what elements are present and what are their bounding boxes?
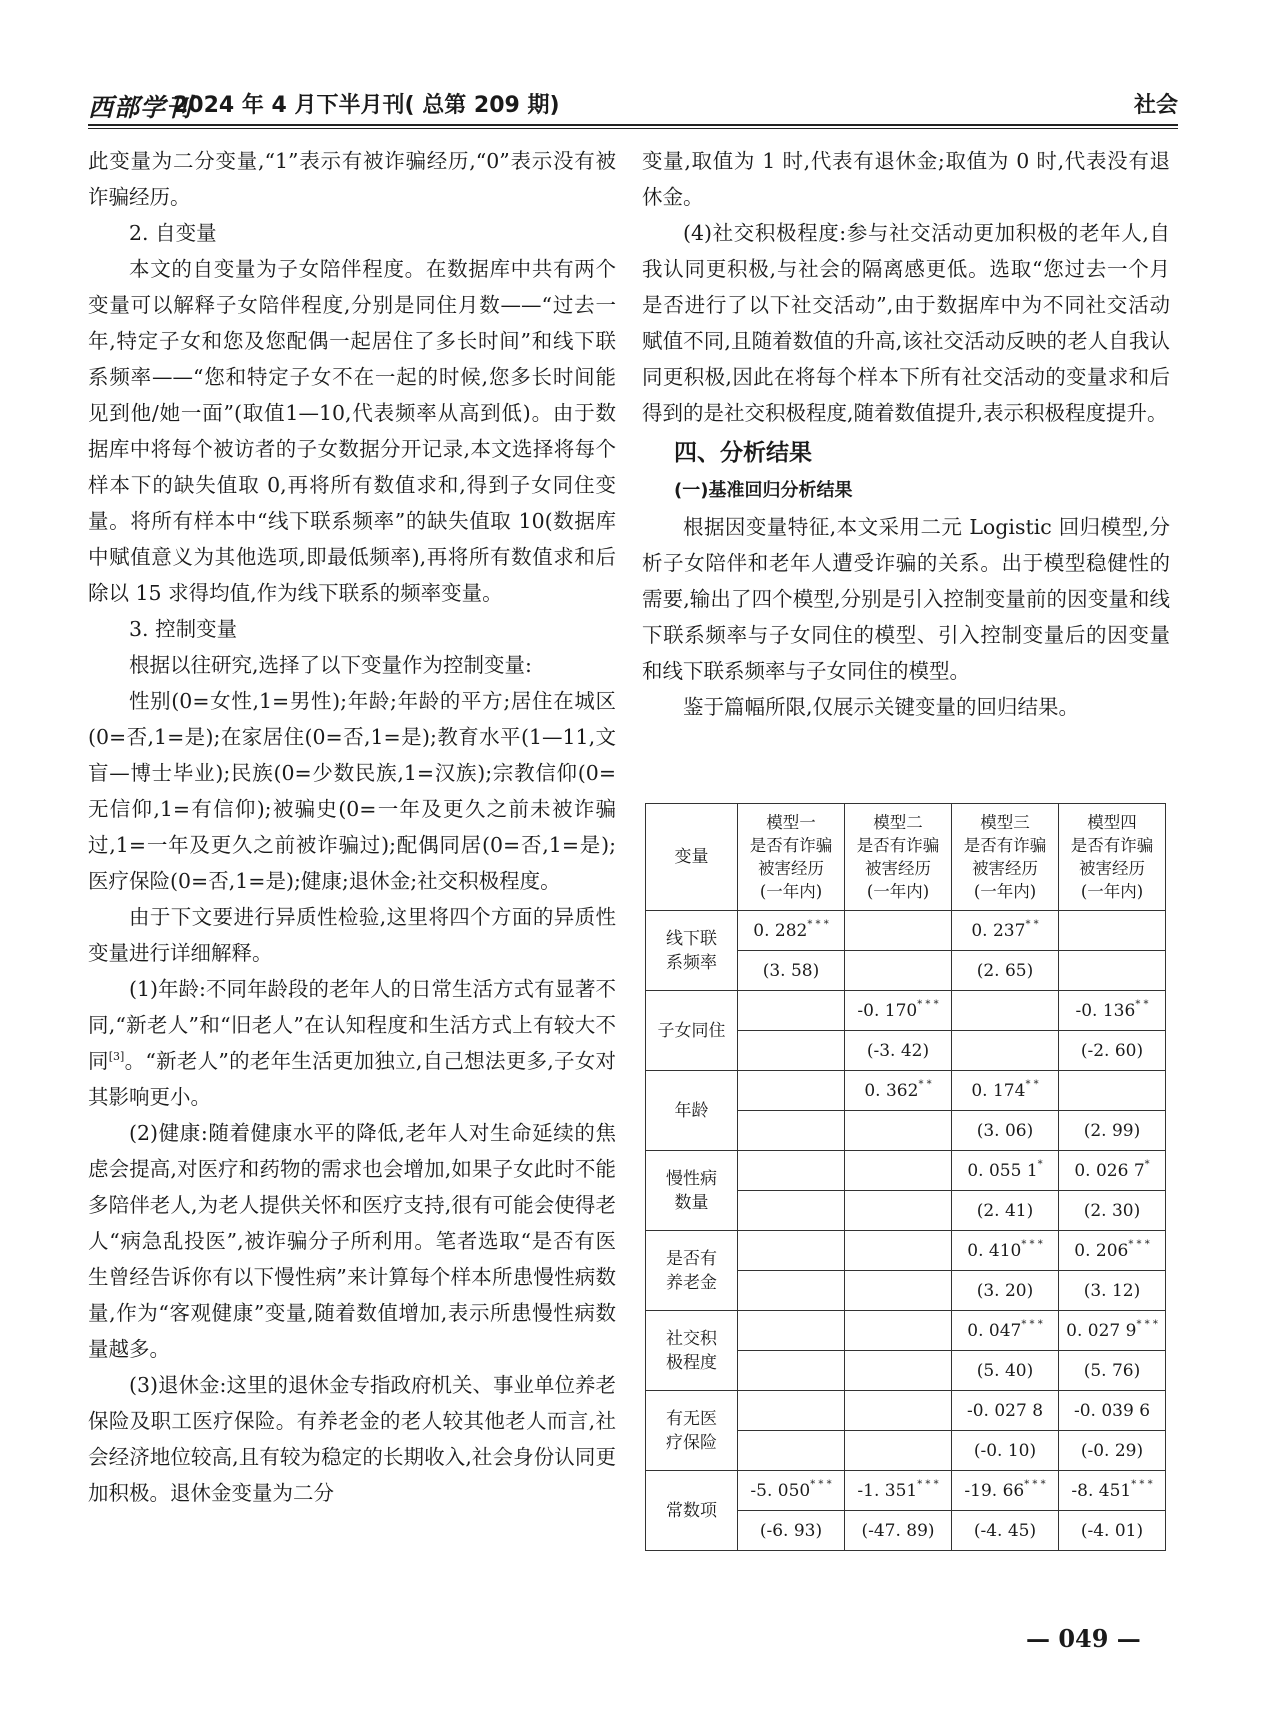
t-stat-cell [845,951,952,991]
header-rule [88,124,1178,129]
significance-stars: * * * [917,1478,939,1490]
variable-name: 是否有 养老金 [646,1231,738,1311]
paragraph: 变量,取值为 1 时,代表有退休金;取值为 0 时,代表没有退休金。 [642,149,1170,209]
t-stat-cell: (2. 65) [952,951,1059,991]
t-stat-cell: (5. 76) [1059,1351,1166,1391]
variable-name: 常数项 [646,1471,738,1551]
significance-stars: * * * [1128,1238,1150,1250]
coefficient-cell [845,911,952,951]
coefficient-cell [738,1231,845,1271]
coefficient-cell [1059,911,1166,951]
regression-table [645,803,1166,1551]
table-row [646,1071,1166,1111]
significance-stars: * * [1025,918,1039,930]
coefficient-cell [738,1151,845,1191]
t-stat-cell [952,1031,1059,1071]
variable-name: 子女同住 [646,991,738,1071]
issue-info: 2024 年 4 月下半月刊( 总第 209 期) [173,93,560,118]
t-stat-cell [845,1271,952,1311]
t-stat-cell [845,1431,952,1471]
table-row [646,991,1166,1031]
coefficient-cell [845,1151,952,1191]
t-stat-cell [738,1271,845,1311]
coefficient-cell [738,1391,845,1431]
right-column [642,143,1170,725]
section-label: 社会 [1133,93,1178,118]
significance-stars: * * * [807,918,829,930]
t-stat-cell: (3. 06) [952,1111,1059,1151]
journal-logo: 西部学刊 [88,93,193,122]
t-stat-cell: (-4. 45) [952,1511,1059,1551]
coefficient-cell: -1. 351* * * [845,1471,952,1511]
significance-stars: * * [918,1078,932,1090]
t-stat-cell: (-3. 42) [845,1031,952,1071]
t-stat-cell: (-4. 01) [1059,1511,1166,1551]
t-stat-cell: (3. 20) [952,1271,1059,1311]
coefficient-cell: 0. 237* * [952,911,1059,951]
coefficient-cell [845,1391,952,1431]
t-stat-cell: (-0. 10) [952,1431,1059,1471]
t-stat-cell [845,1111,952,1151]
coefficient-cell: 0. 206* * * [1059,1231,1166,1271]
paragraph: 本文的自变量为子女陪伴程度。在数据库中共有两个变量可以解释子女陪伴程度,分别是同住月数——“过去一年,特定子女和您及您配偶一起居住了多长时间”和线下联系频率——“您和特定子女不在一起的时候,您多长时间能见到他/她一面”(取值1—10,代表频率从高到低)。由于数据库中将每个被访者的子女数据分开记录,本文选择将每个样本下的缺失值取 0,再将所有数值求和,得到子女同住变量。将所有样本中“线下联系频率”的缺失值取 10(数据库中赋值意义为其他选项,即最低频率),再将所有数值求和后除以 15 求得均值,作为线下联系的频率变量。 [88,257,616,605]
paragraph: 根据以往研究,选择了以下变量作为控制变量: [129,653,532,677]
coefficient-cell: -5. 050* * * [738,1471,845,1511]
model-header: 模型二 是否有诈骗 被害经历 (一年内) [845,804,952,911]
significance-stars: * * * [1021,1238,1043,1250]
coefficient-cell: 0. 282* * * [738,911,845,951]
significance-stars: * * [1025,1078,1039,1090]
significance-stars: * [1037,1158,1043,1170]
paragraph: (3)退休金:这里的退休金专指政府机关、事业单位养老保险及职工医疗保险。有养老金的老人较其他老人而言,社会经济地位较高,且有较为稳定的长期收入,社会身份认同更加积极。退休金变量为二分 [88,1373,616,1505]
significance-stars: * * * [1021,1318,1043,1330]
variable-name: 线下联 系频率 [646,911,738,991]
coefficient-cell [738,1071,845,1111]
coefficient-cell: 0. 362* * [845,1071,952,1111]
paragraph: (2)健康:随着健康水平的降低,老年人对生命延续的焦虑会提高,对医疗和药物的需求也会增加,如果子女此时不能多陪伴老人,为老人提供关怀和医疗支持,很有可能会使得老人“病急乱投医”,被诈骗分子所利用。笔者选取“是否有医生曾经告诉你有以下慢性病”来计算每个样本所患慢性病数量,作为“客观健康”变量,随着数值增加,表示所患慢性病数量越多。 [88,1121,616,1361]
coefficient-cell: -8. 451* * * [1059,1471,1166,1511]
table-row [646,1311,1166,1351]
t-stat-cell [738,1031,845,1071]
t-stat-cell [738,1191,845,1231]
t-stat-cell [845,1191,952,1231]
t-stat-cell: (-0. 29) [1059,1431,1166,1471]
model-header: 模型一 是否有诈骗 被害经历 (一年内) [738,804,845,911]
table-row [646,1151,1166,1191]
t-stat-cell [738,1431,845,1471]
text-span: (1)年龄:不同年龄段的老年人的日常生活方式有显著不同,“新老人”和“旧老人”在认知程度和生活方式上有较大不同 [88,977,616,1073]
paragraph: 根据因变量特征,本文采用二元 Logistic 回归模型,分析子女陪伴和老年人遭受诈骗的关系。出于模型稳健性的需要,输出了四个模型,分别是引入控制变量前的因变量和线下联系频率与子女同住的模型、引入控制变量后的因变量和线下联系频率与子女同住的模型。 [642,515,1170,683]
paragraph: 性别(0=女性,1=男性);年龄;年龄的平方;居住在城区(0=否,1=是);在家居住(0=否,1=是);教育水平(1—11,文盲—博士毕业);民族(0=少数民族,1=汉族);宗教信仰(0=无信仰,1=有信仰);被骗史(0=一年及更久之前未被诈骗过,1=一年及更久之前被诈骗过);配偶同居(0=否,1=是);医疗保险(0=否,1=是);健康;退休金;社交积极程度。 [88,689,616,893]
t-stat-cell: (-2. 60) [1059,1031,1166,1071]
var-header: 变量 [646,804,738,911]
coefficient-cell: -0. 136* * [1059,991,1166,1031]
coefficient-cell: 0. 047* * * [952,1311,1059,1351]
variable-name: 有无医 疗保险 [646,1391,738,1471]
table-row [646,1231,1166,1271]
table-header-row [646,804,1166,911]
t-stat-cell: (2. 30) [1059,1191,1166,1231]
coefficient-cell: 0. 027 9* * * [1059,1311,1166,1351]
table-row [646,1391,1166,1431]
significance-stars: * * * [1136,1318,1158,1330]
t-stat-cell: (-6. 93) [738,1511,845,1551]
variable-name: 年龄 [646,1071,738,1151]
coefficient-cell: 0. 026 7* [1059,1151,1166,1191]
coefficient-cell: -0. 170* * * [845,991,952,1031]
coefficient-cell [738,1311,845,1351]
t-stat-cell [845,1351,952,1391]
coefficient-cell: -0. 039 6 [1059,1391,1166,1431]
coefficient-cell: 0. 410* * * [952,1231,1059,1271]
t-stat-cell [1059,951,1166,991]
model-header: 模型四 是否有诈骗 被害经历 (一年内) [1059,804,1166,911]
table-row [646,1471,1166,1511]
section-heading: 四、分析结果 [674,440,812,466]
t-stat-cell [738,1111,845,1151]
significance-stars: * * * [1024,1478,1046,1490]
coefficient-cell [952,991,1059,1031]
left-column [88,143,616,1511]
significance-stars: * [1144,1158,1150,1170]
subheading: 3. 控制变量 [129,617,238,641]
coefficient-cell [738,991,845,1031]
significance-stars: * * * [917,998,939,1010]
variable-name: 慢性病 数量 [646,1151,738,1231]
coefficient-cell: 0. 055 1* [952,1151,1059,1191]
coefficient-cell: -19. 66* * * [952,1471,1059,1511]
variable-name: 社交积 极程度 [646,1311,738,1391]
t-stat-cell: (3. 58) [738,951,845,991]
significance-stars: * * * [810,1478,832,1490]
coefficient-cell: -0. 027 8 [952,1391,1059,1431]
t-stat-cell: (5. 40) [952,1351,1059,1391]
coefficient-cell: 0. 174* * [952,1071,1059,1111]
paragraph: 由于下文要进行异质性检验,这里将四个方面的异质性变量进行详细解释。 [88,905,616,965]
table-row [646,911,1166,951]
text-span: 。“新老人”的老年生活更加独立,自己想法更多,子女对其影响更小。 [88,1049,617,1109]
t-stat-cell: (2. 41) [952,1191,1059,1231]
paragraph: (4)社交积极程度:参与社交活动更加积极的老年人,自我认同更积极,与社会的隔离感更低。选取“您过去一个月是否进行了以下社交活动”,由于数据库中为不同社交活动赋值不同,且随着数值的升高,该社交活动反映的老人自我认同更积极,因此在将每个样本下所有社交活动的变量求和后得到的是社交积极程度,随着数值提升,表示积极程度提升。 [642,221,1170,425]
coefficient-cell [845,1231,952,1271]
table-body [646,911,1166,1551]
paragraph: 鉴于篇幅所限,仅展示关键变量的回归结果。 [683,695,1080,719]
paragraph [88,971,616,1115]
page-header [88,84,1178,128]
subheading: 2. 自变量 [129,221,217,245]
coefficient-cell [1059,1071,1166,1111]
subsection-heading: (一)基准回归分析结果 [674,480,853,501]
coefficient-cell [845,1311,952,1351]
t-stat-cell [738,1351,845,1391]
page-number: — 049 — [1026,1624,1141,1653]
t-stat-cell: (2. 99) [1059,1111,1166,1151]
model-header: 模型三 是否有诈骗 被害经历 (一年内) [952,804,1059,911]
paragraph: 此变量为二分变量,“1”表示有被诈骗经历,“0”表示没有被诈骗经历。 [88,149,616,209]
t-stat-cell: (-47. 89) [845,1511,952,1551]
significance-stars: * * [1135,998,1149,1010]
citation-ref: [3] [108,1050,125,1064]
significance-stars: * * * [1131,1478,1153,1490]
t-stat-cell: (3. 12) [1059,1271,1166,1311]
